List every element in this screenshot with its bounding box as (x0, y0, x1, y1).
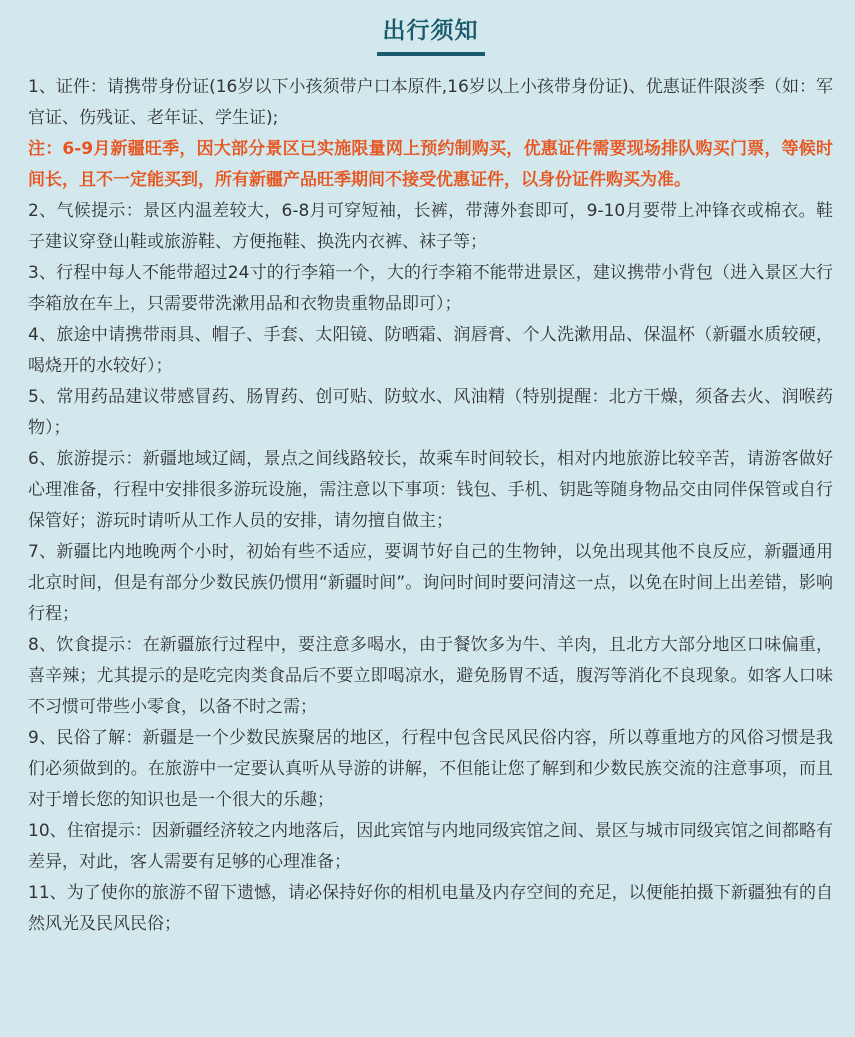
notice-item-customs: 9、民俗了解：新疆是一个少数民族聚居的地区，行程中包含民风民俗内容，所以尊重地方的风俗习惯是我们必须做到的。在旅游中一定要认真听从导游的讲解，不但能让您了解到和少数民族交流的注意事项，而且对于增长您的知识也是一个很大的乐趣； (28, 728, 833, 810)
notice-peak-season-warning: 注：6-9月新疆旺季，因大部分景区已实施限量网上预约制购买，优惠证件需要现场排队购买门票，等候时间长，且不一定能买到，所有新疆产品旺季期间不接受优惠证件，以身份证件购买为准。 (28, 139, 833, 190)
notice-item-luggage: 3、行程中每人不能带超过24寸的行李箱一个，大的行李箱不能带进景区，建议携带小背包（进入景区大行李箱放在车上，只需要带洗漱用品和衣物贵重物品即可）； (28, 263, 833, 314)
notice-content (28, 72, 833, 940)
notice-item-diet: 8、饮食提示：在新疆旅行过程中，要注意多喝水，由于餐饮多为牛、羊肉，且北方大部分地区口味偏重，喜辛辣；尤其提示的是吃完肉类食品后不要立即喝凉水，避免肠胃不适，腹泻等消化不良现象。如客人口味不习惯可带些小零食，以备不时之需； (28, 635, 833, 717)
notice-item-documents: 1、证件：请携带身份证(16岁以下小孩须带户口本原件,16岁以上小孩带身份证)、优惠证件限淡季（如：军官证、伤残证、老年证、学生证); (28, 77, 833, 128)
notice-item-medicine: 5、常用药品建议带感冒药、肠胃药、创可贴、防蚊水、风油精（特别提醒：北方干燥，须备去火、润喉药物）； (28, 387, 833, 438)
notice-item-supplies: 4、旅途中请携带雨具、帽子、手套、太阳镜、防晒霜、润唇膏、个人洗漱用品、保温杯（新疆水质较硬，喝烧开的水较好）； (28, 325, 833, 376)
page-title: 出行须知 (377, 16, 485, 56)
notice-item-time-zone: 7、新疆比内地晚两个小时，初始有些不适应，要调节好自己的生物钟，以免出现其他不良反应，新疆通用北京时间，但是有部分少数民族仍惯用“新疆时间”。询问时间时要问清这一点，以免在时间上出差错，影响行程； (28, 542, 833, 624)
notice-item-camera: 11、为了使你的旅游不留下遗憾，请必保持好你的相机电量及内存空间的充足，以便能拍摄下新疆独有的自然风光及民风民俗； (28, 883, 833, 934)
title-section (28, 0, 833, 62)
notice-item-climate: 2、气候提示：景区内温差较大，6-8月可穿短袖，长裤，带薄外套即可，9-10月要带上冲锋衣或棉衣。鞋子建议穿登山鞋或旅游鞋、方便拖鞋、换洗内衣裤、袜子等； (28, 201, 833, 252)
notice-item-accommodation: 10、住宿提示：因新疆经济较之内地落后，因此宾馆与内地同级宾馆之间、景区与城市同级宾馆之间都略有差异，对此，客人需要有足够的心理准备； (28, 821, 833, 872)
notice-item-travel-tips: 6、旅游提示：新疆地域辽阔，景点之间线路较长，故乘车时间较长，相对内地旅游比较辛苦，请游客做好心理准备，行程中安排很多游玩设施，需注意以下事项：钱包、手机、钥匙等随身物品交由同伴保管或自行保管好；游玩时请听从工作人员的安排，请勿擅自做主； (28, 449, 833, 531)
